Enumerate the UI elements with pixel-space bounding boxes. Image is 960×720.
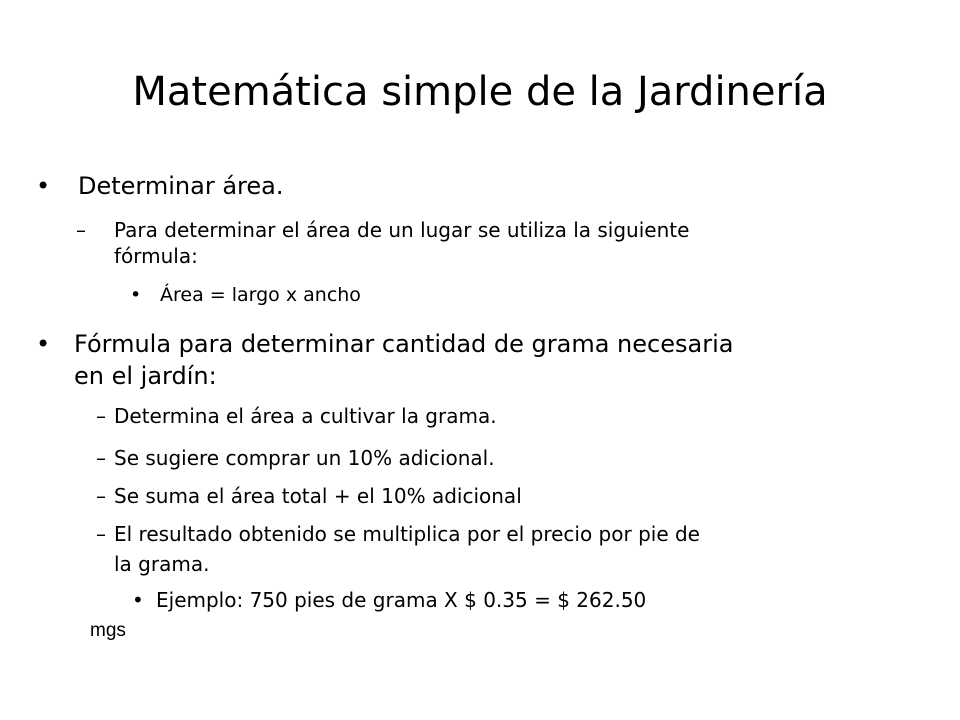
author-initials: mgs <box>90 620 126 641</box>
sub-item-line: El resultado obtenido se multiplica por el precio por pie de <box>114 522 700 546</box>
sub-item-line: Para determinar el área de un lugar se utiliza la siguiente <box>114 218 690 242</box>
sub-item-line: Se sugiere comprar un 10% adicional. <box>114 446 495 470</box>
dash-marker: – <box>76 218 86 242</box>
bullet-marker: • <box>132 588 144 612</box>
bullet-formula-grama-cont: en el jardín: <box>74 362 217 390</box>
dash-marker: – <box>96 484 106 508</box>
bullet-marker: • <box>36 330 51 358</box>
sub-item-line: fórmula: <box>114 244 198 268</box>
slide-title: Matemática simple de la Jardinería <box>132 69 828 115</box>
sub-item-line: Se suma el área total + el 10% adicional <box>114 484 522 508</box>
dash-marker: – <box>96 522 106 546</box>
dash-marker: – <box>96 404 106 428</box>
bullet-determinar-area: Determinar área. <box>78 172 284 200</box>
sub-item-line: la grama. <box>114 552 210 576</box>
bullet-marker: • <box>36 172 51 200</box>
dash-marker: – <box>96 446 106 470</box>
bullet-marker: • <box>130 284 142 306</box>
sub-item-line: Determina el área a cultivar la grama. <box>114 404 497 428</box>
formula-area: Área = largo x ancho <box>160 284 361 306</box>
bullet-formula-grama: Fórmula para determinar cantidad de grama necesaria <box>74 330 734 358</box>
example-calculation: Ejemplo: 750 pies de grama X $ 0.35 = $ 262.50 <box>156 588 647 612</box>
